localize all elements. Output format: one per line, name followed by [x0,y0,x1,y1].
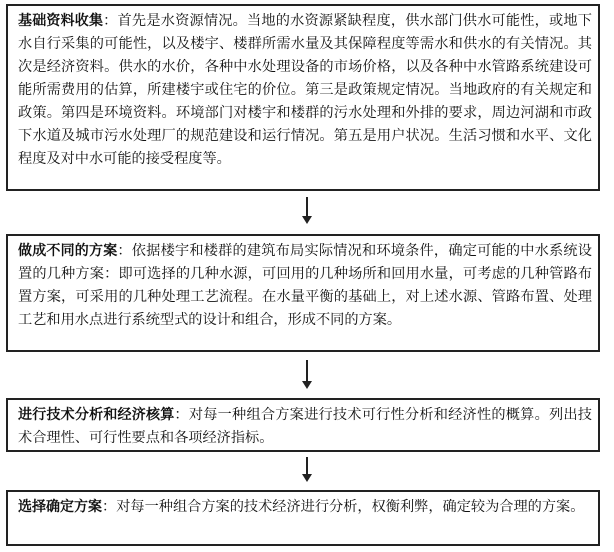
step-title: 选择确定方案 [18,499,102,515]
step-box-select-plan [6,490,600,546]
step-text: ：首先是水资源情况。当地的水资源紧缺程度，供水部门供水可能性，或地下水自行采集的可能性，以及楼宇、楼群所需水量及其保障程度等需水和供水的有关情况。其次是经济资料。供水的水价，各种中水处理设备的市场价格，以及各种中水管路系统建设可能所需费用的估算，所建楼宇或住宅的价位。第三是政策规定情况。当地政府的有关规定和政策。第四是环境资料。环境部门对楼宇和楼群的污水处理和外排的要求，周边河湖和市政下水道及城市污水处理厂的规范建设和运行情况。第五是用户状况。生活习惯和水平、文化程度及对中水可能的接受程度等。 [18,13,592,167]
step-box-make-plans [6,234,600,352]
step-title: 做成不同的方案 [18,243,118,259]
step-title: 进行技术分析和经济核算 [18,407,175,423]
step-title: 基础资料收集 [18,13,104,29]
step-box-analysis [6,398,600,452]
step-text: ：对每一种组合方案进行技术可行性分析和经济性的概算。列出技术合理性、可行性要点和各项经济指标。 [18,407,592,446]
down-arrow-icon [302,457,312,483]
down-arrow-icon [302,197,312,225]
step-text: ：依据楼宇和楼群的建筑布局实际情况和环境条件，确定可能的中水系统设置的几种方案：即可选择的几种水源，可回用的几种场所和回用水量，可考虑的几种管路布置方案，可采用的几种处理工艺流程。在水量平衡的基础上，对上述水源、管路布置、处理工艺和用水点进行系统型式的设计和组合，形成不同的方案。 [18,243,592,328]
step-box-data-collection [6,4,600,191]
down-arrow-icon [302,360,312,390]
step-text: ：对每一种组合方案的技术经济进行分析，权衡利弊，确定较为合理的方案。 [102,499,585,515]
